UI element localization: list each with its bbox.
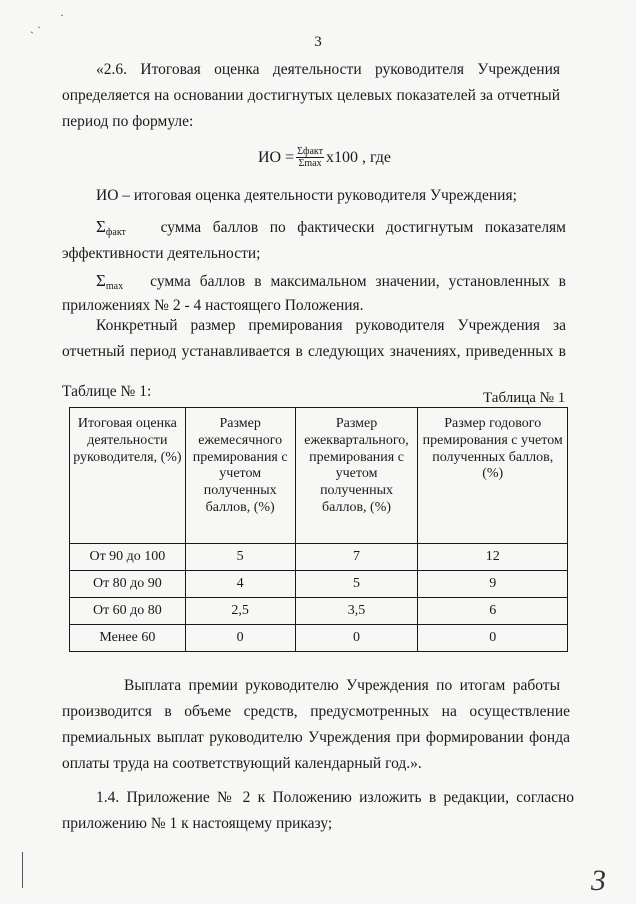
sum-subscript: max — [105, 281, 124, 292]
sum-subscript: факт — [105, 227, 126, 238]
sum-symbol: Σ — [96, 271, 106, 290]
para4-line2: приложению № 1 к настоящему приказу; — [62, 815, 333, 832]
margin-mark — [22, 852, 23, 888]
table-cell: 5 — [295, 571, 418, 598]
table-cell: Менее 60 — [70, 625, 186, 652]
para3-line3: премиальных выплат руководителю Учреждения при формировании фонда — [62, 729, 570, 746]
formula-fraction — [296, 146, 324, 169]
para3-line4: оплаты труда на соответствующий календарный год.». — [62, 755, 422, 772]
definition-max-line1 — [96, 270, 566, 294]
table-cell: От 60 до 80 — [70, 598, 186, 625]
formula-denominator: Σmax — [298, 158, 322, 169]
para4-line1: 1.4. Приложение № 2 к Положению изложить в редакции, согласно — [96, 789, 574, 806]
para3-line1: Выплата премии руководителю Учреждения по итогам работы — [124, 677, 560, 694]
table-cell: 12 — [418, 544, 568, 571]
table-cell: 7 — [295, 544, 418, 571]
table-header-cell: Размер ежемесячного премирования с учетом полученных баллов, (%) — [185, 408, 295, 544]
formula-numerator: Σфакт — [297, 146, 323, 157]
table-header-row — [70, 408, 568, 544]
para2-line1: Конкретный размер премирования руководителя Учреждения за — [96, 317, 566, 334]
definition-fact-line2: эффективности деятельности; — [62, 245, 261, 262]
page-number: 3 — [314, 34, 322, 50]
para2-line3: Таблице № 1: — [62, 383, 152, 400]
table-header-cell: Итоговая оценка деятельности руководителя, (%) — [70, 408, 186, 544]
table-cell: 4 — [185, 571, 295, 598]
table-caption: Таблица № 1 — [483, 390, 566, 406]
formula — [258, 146, 391, 169]
scan-speck: ˏ · — [30, 20, 41, 34]
sum-symbol: Σ — [96, 217, 106, 236]
table-cell: 3,5 — [295, 598, 418, 625]
para2-line2: отчетный период устанавливается в следующих значениях, приведенных в — [62, 343, 566, 360]
para1-line3: период по формуле: — [62, 113, 194, 130]
table-row — [70, 598, 568, 625]
table-cell: 0 — [185, 625, 295, 652]
definition-io: ИО – итоговая оценка деятельности руководителя Учреждения; — [96, 187, 517, 204]
table-cell: От 90 до 100 — [70, 544, 186, 571]
table-cell: 0 — [295, 625, 418, 652]
para1-line1: «2.6. Итоговая оценка деятельности руководителя Учреждения — [96, 61, 560, 78]
handwritten-page-number: 3 — [591, 864, 606, 897]
definition-max-line2: приложениях № 2 - 4 настоящего Положения. — [62, 297, 364, 314]
para3-line2: производится в объеме средств, предусмотренных на осуществление — [62, 703, 570, 720]
table-cell: 6 — [418, 598, 568, 625]
scan-speck: · — [60, 8, 64, 22]
formula-tail: x100 , где — [325, 148, 391, 166]
table-header-cell: Размер годового премирования с учетом полученных баллов, (%) — [418, 408, 568, 544]
table-row — [70, 625, 568, 652]
table-row — [70, 571, 568, 598]
table-cell: 5 — [185, 544, 295, 571]
table-cell: 0 — [418, 625, 568, 652]
table-row — [70, 544, 568, 571]
table-header-cell: Размер ежеквартального, премирования с учетом полученных баллов, (%) — [295, 408, 418, 544]
premium-table — [69, 407, 568, 652]
table-cell: От 80 до 90 — [70, 571, 186, 598]
para1-line2: определяется на основании достигнутых целевых показателей за отчетный — [62, 87, 560, 104]
definition-fact-text: сумма баллов по фактически достигнутым показателям — [160, 219, 566, 236]
table-cell: 2,5 — [185, 598, 295, 625]
definition-max-text: сумма баллов в максимальном значении, установленных в — [150, 273, 566, 290]
table-cell: 9 — [418, 571, 568, 598]
formula-lhs: ИО = — [258, 148, 295, 166]
definition-fact-line1 — [96, 216, 566, 240]
